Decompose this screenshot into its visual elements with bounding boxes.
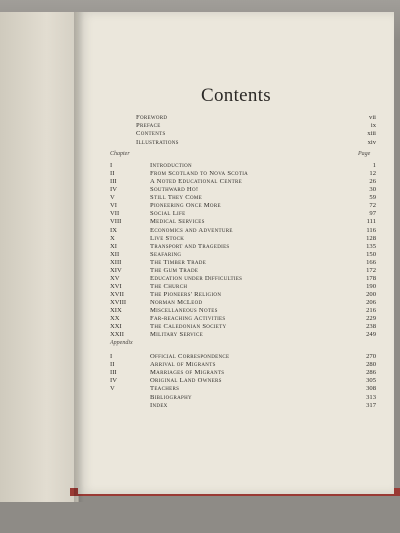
entry-title: Original Land Owners <box>150 377 222 385</box>
entry-title: Arrival of Migrants <box>150 361 216 369</box>
entry-number: XI <box>110 242 117 250</box>
entry-title: Military Service <box>150 331 203 339</box>
entry-title: Official Correspondence <box>150 353 230 360</box>
entry-title: Bibliography <box>150 393 192 401</box>
entry-page: 172 <box>366 266 376 274</box>
appendix-heading: Appendix <box>110 340 133 346</box>
chapter-heading: Chapter <box>110 151 130 157</box>
entry-title: Illustrations <box>136 138 179 146</box>
entry-number: II <box>110 170 115 178</box>
entry-page: 308 <box>366 385 376 393</box>
entry-title: Pioneering Once More <box>150 202 221 210</box>
entry-number: XV <box>110 274 120 282</box>
entry-page: 286 <box>366 369 376 377</box>
gutter-shadow <box>74 12 84 502</box>
entry-number: XVI <box>110 283 122 291</box>
entry-title: Southward Ho! <box>150 186 199 194</box>
entry-title: Education under Difficulties <box>150 274 243 282</box>
entry-number: XVII <box>110 291 124 299</box>
entry-title: Marriages of Migrants <box>150 369 225 377</box>
entry-title: Far-reaching Activities <box>150 315 226 323</box>
entry-page: 135 <box>366 242 376 250</box>
entry-title: Transport and Tragedies <box>150 242 230 250</box>
entry-title: Medical Services <box>150 218 205 226</box>
entry-number: XX <box>110 315 120 323</box>
entry-number: V <box>110 194 115 202</box>
entry-page: 59 <box>369 194 376 202</box>
entry-title: The Gum Trade <box>150 266 199 274</box>
entry-number: IV <box>110 186 117 194</box>
entry-title: Introduction <box>150 162 192 169</box>
left-page <box>0 12 79 502</box>
entry-title: Economics and Adventure <box>150 226 233 234</box>
entry-title: Still They Come <box>150 194 202 202</box>
entry-number: XIV <box>110 266 122 274</box>
page-title: Contents <box>201 85 271 106</box>
entry-title: A Noted Educational Centre <box>150 178 242 186</box>
list-item <box>110 138 376 147</box>
entry-page: 216 <box>366 307 376 315</box>
entry-title: Miscellaneous Notes <box>150 307 218 315</box>
entry-page: 1 <box>372 162 376 169</box>
entry-page: vii <box>369 114 376 121</box>
entry-title: The Pioneers' Religion <box>150 291 222 299</box>
entry-number: XII <box>110 250 120 258</box>
entry-number: III <box>110 178 117 186</box>
entry-number: I <box>110 162 113 169</box>
entry-page: 72 <box>369 202 376 210</box>
entry-page: 166 <box>366 258 376 266</box>
entry-page: ix <box>370 122 376 130</box>
entry-title: Teachers <box>150 385 180 393</box>
entry-title: Live Stock <box>150 234 185 242</box>
entry-number: XXII <box>110 331 124 339</box>
entry-number: III <box>110 369 117 377</box>
entry-page: 305 <box>366 377 376 385</box>
entry-number: VIII <box>110 218 122 226</box>
entry-page: 317 <box>366 401 376 409</box>
entry-number: VI <box>110 202 117 210</box>
entry-page: xiii <box>367 130 376 138</box>
entry-page: xiv <box>367 138 376 146</box>
entry-page: 116 <box>366 226 376 234</box>
entry-title: The Caledonian Society <box>150 323 227 331</box>
entry-title: Preface <box>136 122 161 130</box>
contents-page <box>78 12 394 494</box>
entry-title: The Church <box>150 283 188 291</box>
entry-page: 200 <box>366 291 376 299</box>
entry-page: 12 <box>369 170 376 178</box>
entry-page: 270 <box>366 353 376 360</box>
entry-number: II <box>110 361 115 369</box>
entry-page: 97 <box>369 210 376 218</box>
entry-number: IX <box>110 226 117 234</box>
entry-page: 190 <box>366 283 376 291</box>
entry-number: V <box>110 385 115 393</box>
entry-number: VII <box>110 210 120 218</box>
entry-title: Contents <box>136 130 166 138</box>
entry-title: The Timber Trade <box>150 258 207 266</box>
entry-number: IV <box>110 377 117 385</box>
entry-number: I <box>110 353 113 360</box>
entry-title: Index <box>150 401 168 409</box>
list-item <box>110 401 376 410</box>
entry-page: 150 <box>366 250 376 258</box>
entry-page: 280 <box>366 361 376 369</box>
page-heading: Page <box>358 151 371 157</box>
entry-page: 238 <box>366 323 376 331</box>
entry-title: Norman McLeod <box>150 299 203 307</box>
entry-page: 178 <box>366 274 376 282</box>
entry-number: XIX <box>110 307 122 315</box>
entry-number: XXI <box>110 323 122 331</box>
entry-number: X <box>110 234 115 242</box>
entry-page: 111 <box>366 218 376 226</box>
entry-title: Seafaring <box>150 250 182 258</box>
entry-number: XIII <box>110 258 122 266</box>
entry-page: 26 <box>369 178 376 186</box>
list-item <box>110 330 376 339</box>
entry-page: 128 <box>366 234 376 242</box>
entry-number: XVIII <box>110 299 127 307</box>
entry-title: Foreword <box>136 114 168 121</box>
entry-title: Social Life <box>150 210 186 218</box>
entry-page: 206 <box>366 299 376 307</box>
entry-page: 313 <box>366 393 376 401</box>
entry-page: 30 <box>369 186 376 194</box>
entry-page: 229 <box>366 315 376 323</box>
entry-page: 249 <box>366 331 376 339</box>
entry-title: From Scotland to Nova Scotia <box>150 170 249 178</box>
